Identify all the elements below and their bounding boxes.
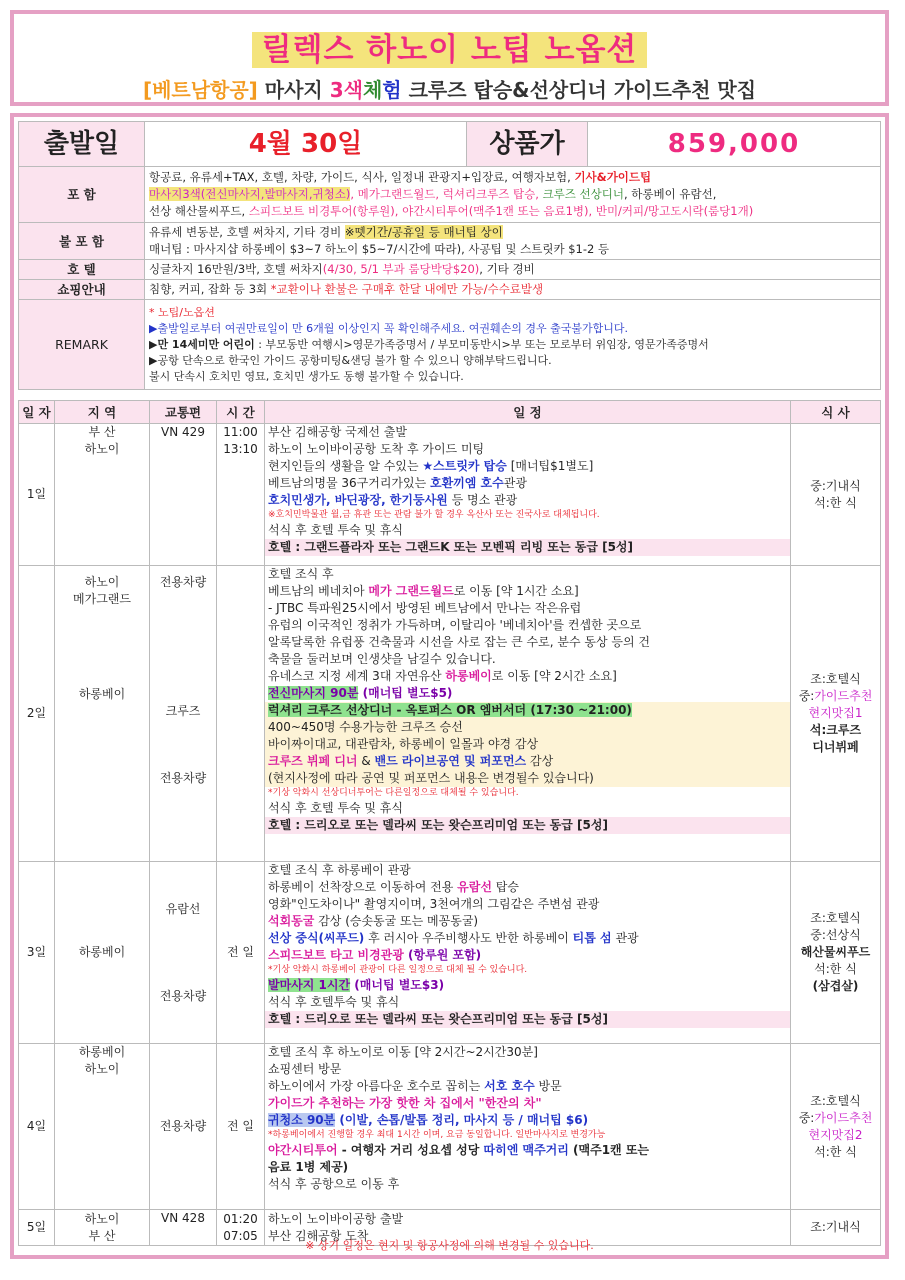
day-4-label: 4일 xyxy=(19,1044,55,1210)
day-2-meals: 조:호텔식 중:가이드추천 현지맛집1 석:크루즈 디너뷔페 xyxy=(791,566,881,862)
day-3-schedule: 호텔 조식 후 하롱베이 관광 하롱베이 선착장으로 이동하여 전용 유람선 탑승 영화"인도차이나" 촬영지이며, 3천여개의 그림같은 주변섬 관광 석회동굴 감상 (승솟동굴 또는 메꽁동굴) 선상 중식(씨푸드) 후 러시아 우주비행사도 반한 하롱베이 티톱 섬 관광 스피드보트 타고 비경관광 (항루원 포함) *기상 악화시 하롱베이 관광이 다른 일정으로 대체 될 수 있습니다. 발마사지 1시간 (매너팁 별도$3) 석식 후 호텔투숙 및 휴식 호텔 : 드리오로 또는 델라씨 또는 왓슨프리미엄 또는 동급 [5성] xyxy=(265,862,791,1044)
day-1-label: 1일 xyxy=(19,424,55,566)
include-details: 항공료, 유류세+TAX, 호텔, 차량, 가이드, 식사, 일정내 관광지+입장료, 여행자보험, 기사&가이드팁 마사지3색(전신마사지,발마사지,귀청소), 메가그랜드월드, 럭셔리크루즈 탑승, 크루즈 선상디너, 하롱베이 유람선, 선상 해산물씨푸드, 스피드보트 비경투어(항루원), 야간시티투어(맥주1캔 또는 음료1병), 반미/커피/망고도시락(룸당1개) xyxy=(145,167,881,223)
day-2-hotel: 호텔 : 드리오로 또는 델라씨 또는 왓슨프리미엄 또는 동급 [5성] xyxy=(265,817,790,834)
col-region: 지 역 xyxy=(55,401,150,424)
exclude-details: 유류세 변동분, 호텔 써차지, 기타 경비 ※뗏기간/공휴일 등 매너팁 상이 매너팁 : 마사지샵 하롱베이 $3~7 하노이 $5~7/시간에 따라), 사공팁 및 스트릿카 $1-2 등 xyxy=(145,223,881,260)
col-meal: 식 사 xyxy=(791,401,881,424)
day-5-time: 01:20 07:05 xyxy=(217,1210,265,1246)
remark-label: REMARK xyxy=(19,300,145,390)
day-3-region: 하롱베이 xyxy=(55,862,150,1044)
day-2-region: 하노이 메가그랜드 하롱베이 xyxy=(55,566,150,862)
col-transport: 교통편 xyxy=(150,401,217,424)
footnote: ※ 상기 일정은 현지 및 항공사정에 의해 변경될 수 있습니다. xyxy=(305,1239,594,1252)
departure-label: 출발일 xyxy=(19,122,145,167)
day-5-label: 5일 xyxy=(19,1210,55,1246)
day-4-meals: 조:호텔식 중:가이드추천 현지맛집2 석:한 식 xyxy=(791,1044,881,1210)
day-2-transport: 전용차량 크루즈 전용차량 xyxy=(150,566,217,862)
col-time: 시 간 xyxy=(217,401,265,424)
day-4-region: 하롱베이 하노이 xyxy=(55,1044,150,1210)
day-4-transport: 전용차량 xyxy=(150,1044,217,1210)
col-day: 일 자 xyxy=(19,401,55,424)
day-1-time: 11:00 13:10 xyxy=(217,424,265,566)
hotel-label: 호 텔 xyxy=(19,260,145,280)
day-1-schedule: 부산 김해공항 국제선 출발 하노이 노이바이공항 도착 후 가이드 미팅 현지인들의 생활을 알 수있는 ★스트릿카 탑승 [매너팁$1별도] 베트남의명물 36구거리가있는 호환끼엠 호수관광 호치민생가, 바딘광장, 한기둥사원 등 명소 관광 ※호치민박물관 월,금 휴관 또는 관람 불가 할 경우 옥산사 또는 진국사로 대체됩니다. 석식 후 호텔 투숙 및 휴식 호텔 : 그랜드플라자 또는 그랜드K 또는 모벤픽 리빙 또는 동급 [5성] xyxy=(265,424,791,566)
day-4-row xyxy=(19,1044,881,1210)
day-5-meals: 조:기내식 xyxy=(791,1210,881,1246)
day-4-schedule: 호텔 조식 후 하노이로 이동 [약 2시간~2시간30분] 쇼핑센터 방문 하노이에서 가장 아름다운 호수로 꼽히는 서호 호수 방문 가이드가 추천하는 가장 핫한 차 집에서 "한잔의 차" 귀청소 90분 (이발, 손톱/발톱 정리, 마사지 등 / 매너팁 $6) *하롱베이에서 진행할 경우 최대 1시간 이며, 요금 동일합니다. 일반마사지로 변경가능 야간시티투어 - 여행자 거리 성요셉 성당 따히엔 맥주거리 (맥주1캔 또는 음료 1병 제공) 석식 후 공항으로 이동 후 xyxy=(265,1044,791,1210)
day-3-time: 전 일 xyxy=(217,862,265,1044)
day-3-meals: 조:호텔식 중:선상식 해산물씨푸드 석:한 식 (삼겹살) xyxy=(791,862,881,1044)
day-2-schedule: 호텔 조식 후 베트남의 베네치아 메가 그랜드월드로 이동 [약 1시간 소요] - JTBC 특파원25시에서 방영된 베트남에서 만나는 작은유럽 유럽의 이국적인 정취가 가득하며, 이탈리아 '베네치아'를 컨셉한 곳으로 알록달록한 유럽풍 건축물과 시선을 사로 잡는 큰 수로, 분수 동상 등의 건 축물을 둘러보며 인생샷을 남길수 있습니다. 유네스코 지정 세계 3대 자연유산 하롱베이로 이동 [약 2시간 소요] 전신마사지 90분 (매너팁 별도$5) 럭셔리 크루즈 선상디너 - 옥토퍼스 OR 엠버서더 (17:30 ~21:00) 400~450명 수용가능한 크루즈 승선 바이짜이대교, 대관람차, 하롱베이 일몰과 야경 감상 크루즈 뷔페 디너 & 밴드 라이브공연 및 퍼포먼스 감상 (현지사정에 따라 공연 및 퍼포먼스 내용은 변경될수 있습니다) *기상 악화시 선상디너투어는 다른일정으로 대체될 수 있습니다. 석식 후 호텔 투숙 및 휴식 호텔 : 드리오로 또는 델라씨 또는 왓슨프리미엄 또는 동급 [5성] xyxy=(265,566,791,862)
day-3-hotel: 호텔 : 드리오로 또는 델라씨 또는 왓슨프리미엄 또는 동급 [5성] xyxy=(265,1011,790,1028)
itinerary-panel xyxy=(10,113,889,1259)
day-5-region: 하노이 부 산 xyxy=(55,1210,150,1246)
hotel-details: 싱글차지 16만원/3박, 호텔 써차지(4/30, 5/1 부과 룸당박당$20), 기타 경비 xyxy=(145,260,881,280)
day-3-label: 3일 xyxy=(19,862,55,1044)
departure-date: 4월 30일 xyxy=(145,122,467,167)
include-label: 포 함 xyxy=(19,167,145,223)
title-banner xyxy=(10,10,889,106)
col-schedule: 일 정 xyxy=(265,401,791,424)
day-3-transport: 유람선 전용차량 xyxy=(150,862,217,1044)
shopping-label: 쇼핑안내 xyxy=(19,280,145,300)
day-1-region: 부 산 하노이 xyxy=(55,424,150,566)
day-1-hotel: 호텔 : 그랜드플라자 또는 그랜드K 또는 모벤픽 리빙 또는 동급 [5성] xyxy=(265,539,790,556)
price-value: 859,000 xyxy=(588,122,881,167)
day-1-row xyxy=(19,424,881,566)
day-4-time: 전 일 xyxy=(217,1044,265,1210)
day-2-time xyxy=(217,566,265,862)
day-5-transport: VN 428 xyxy=(150,1210,217,1246)
day-5-schedule: 하노이 노이바이공항 출발 부산 김해공항 도착 xyxy=(265,1210,791,1246)
product-info-table xyxy=(18,121,881,390)
day-2-row xyxy=(19,566,881,862)
day-1-transport: VN 429 xyxy=(150,424,217,566)
day-3-row xyxy=(19,862,881,1044)
shopping-details: 침향, 커피, 잡화 등 3회 *교환이나 환불은 구매후 한달 내에만 가능/수수료발생 xyxy=(145,280,881,300)
price-label: 상품가 xyxy=(467,122,588,167)
product-title: 릴렉스 하노이 노팁 노옵션 xyxy=(252,32,648,68)
remark-details: * 노팁/노옵션 ▶출발일로부터 여권만료일이 만 6개월 이상인지 꼭 확인해주세요. 여권훼손의 경우 출국불가합니다. ▶만 14세미만 어린이 : 부모동반 여행시>영문가족증명서 / 부모미동반시>부 또는 모로부터 위임장, 영문가족증명서 ▶공항 단속으로 한국인 가이드 공항미팅&샌딩 불가 할 수 있으니 양해부탁드립니다. 불시 단속시 호치민 영묘, 호치민 생가도 동행 불가할 수 있습니다. xyxy=(145,300,881,390)
day-2-label: 2일 xyxy=(19,566,55,862)
schedule-table xyxy=(18,400,881,1246)
day-1-meals: 중:기내식 석:한 식 xyxy=(791,424,881,566)
product-subtitle: [베트남항공] 마사지 3색체험 크루즈 탑승&선상디너 가이드추천 맛집 xyxy=(142,78,757,102)
exclude-label: 불 포 함 xyxy=(19,223,145,260)
